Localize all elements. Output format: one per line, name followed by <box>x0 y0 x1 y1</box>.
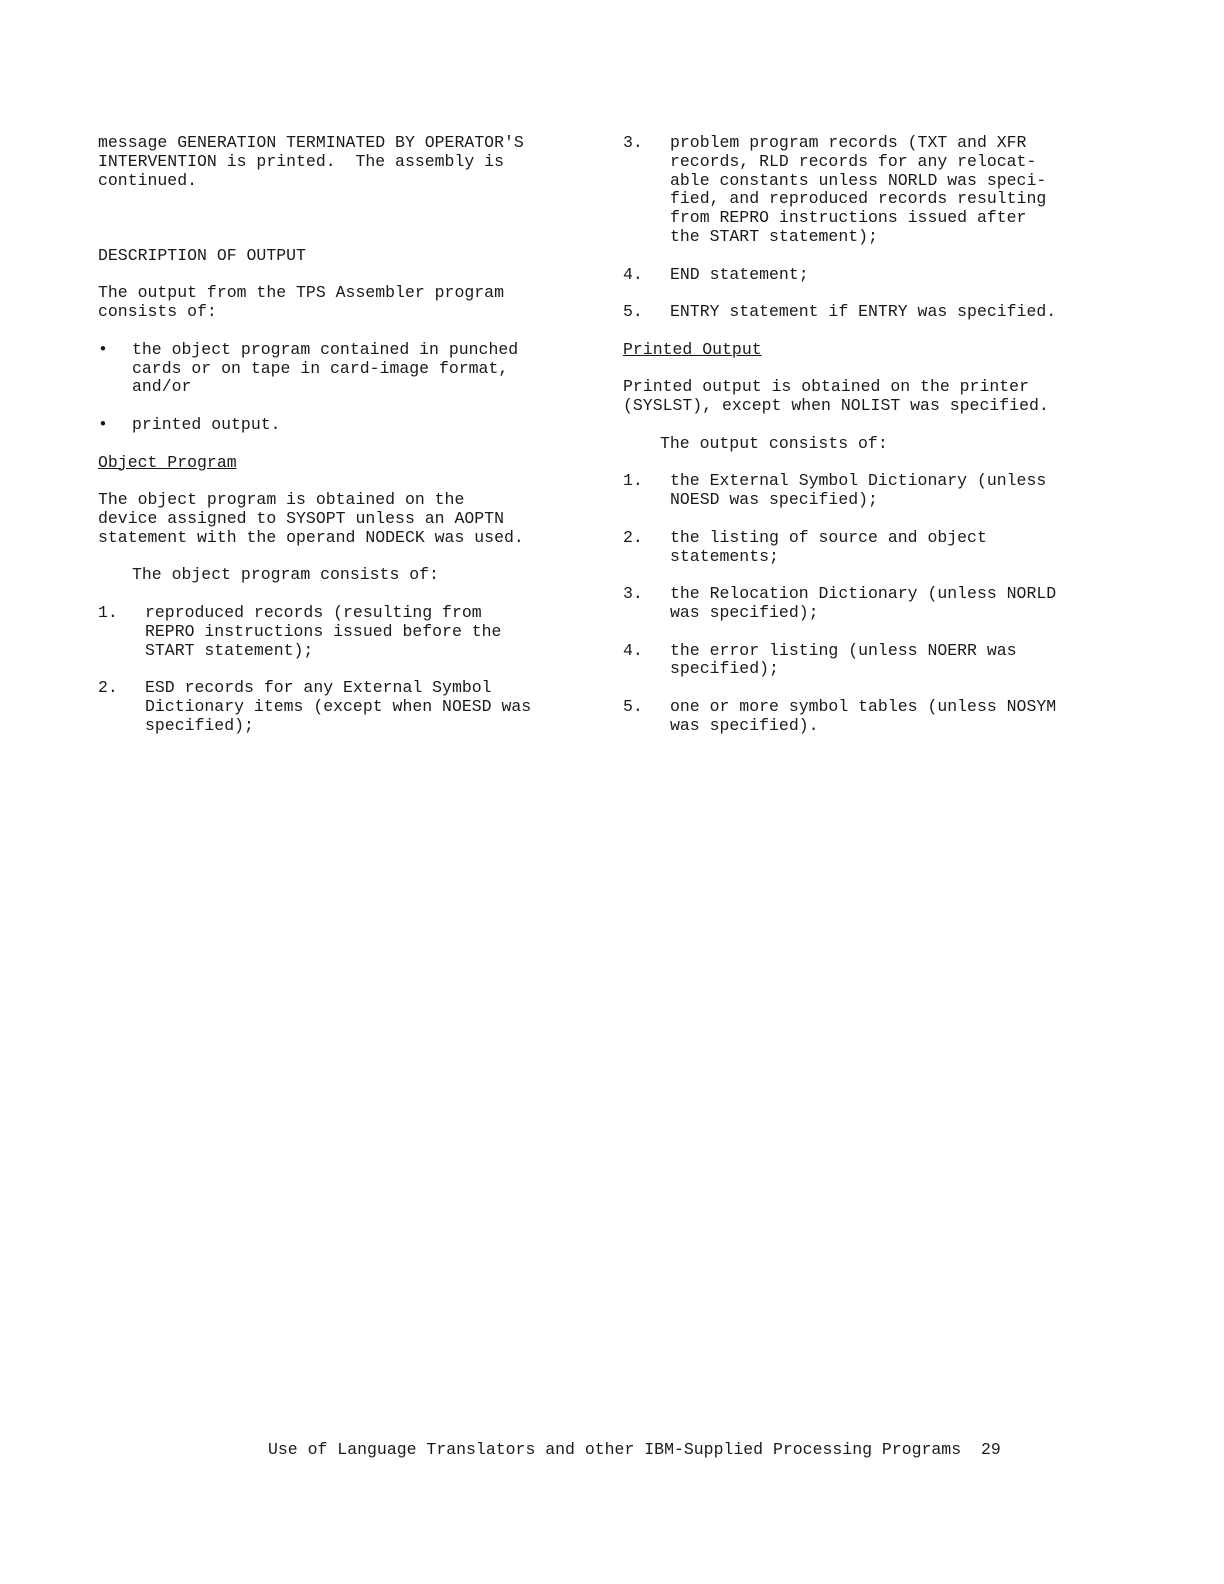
object-program-heading: Object Program <box>98 452 237 472</box>
printed-paragraph: Printed output is obtained on the printer (SYSLST), except when NOLIST was specified. <box>623 377 1049 416</box>
section-heading: DESCRIPTION OF OUTPUT <box>98 245 306 265</box>
footer-text: Use of Language Translators and other IBM-Supplied Processing Programs <box>268 1440 962 1459</box>
list-item: 5. one or more symbol tables (unless NOSYM was specified). <box>623 696 1057 735</box>
printed-output-heading: Printed Output <box>623 339 762 359</box>
intro-paragraph: message GENERATION TERMINATED BY OPERATOR'S INTERVENTION is printed. The assembly is continued. <box>98 133 524 190</box>
bullet-marker: • <box>98 414 108 434</box>
list-item: 3. problem program records (TXT and XFR records, RLD records for any relocat- able constants unless NORLD was speci- fied, and reproduced records resulting from REPRO instructions issued after the START statement); <box>623 133 1047 246</box>
page-number: 29 <box>980 1440 1001 1459</box>
bullet-marker: • <box>98 339 108 359</box>
list-item: 3. the Relocation Dictionary (unless NORLD was specified); <box>623 584 1057 622</box>
list-item: 1. reproduced records (resulting from REPRO instructions issued before the START statement); <box>98 602 502 660</box>
list-item: 4. END statement; <box>623 264 809 284</box>
output-paragraph: The output from the TPS Assembler program consists of: <box>98 283 504 322</box>
list-item: 4. the error listing (unless NOERR was specified); <box>623 640 1017 679</box>
list-item: 5. ENTRY statement if ENTRY was specified. <box>623 302 1057 322</box>
list-item: 2. the listing of source and object statements; <box>623 527 987 566</box>
page-footer <box>268 1441 1001 1460</box>
list-item: 2. ESD records for any External Symbol Dictionary items (except when NOESD was specified); <box>98 678 532 735</box>
printed-lead: The output consists of: <box>660 433 888 453</box>
object-paragraph: The object program is obtained on the device assigned to SYSOPT unless an AOPTN statement with the operand NODECK was used. <box>98 490 524 547</box>
list-item: 1. the External Symbol Dictionary (unless NOESD was specified); <box>623 471 1047 510</box>
object-lead: The object program consists of: <box>132 565 439 585</box>
bullet-item: • printed output. <box>98 414 281 434</box>
right-column <box>623 134 1123 736</box>
left-column <box>98 134 598 736</box>
bullet-item: • the object program contained in punched cards or on tape in card-image format, and/or <box>98 339 519 397</box>
